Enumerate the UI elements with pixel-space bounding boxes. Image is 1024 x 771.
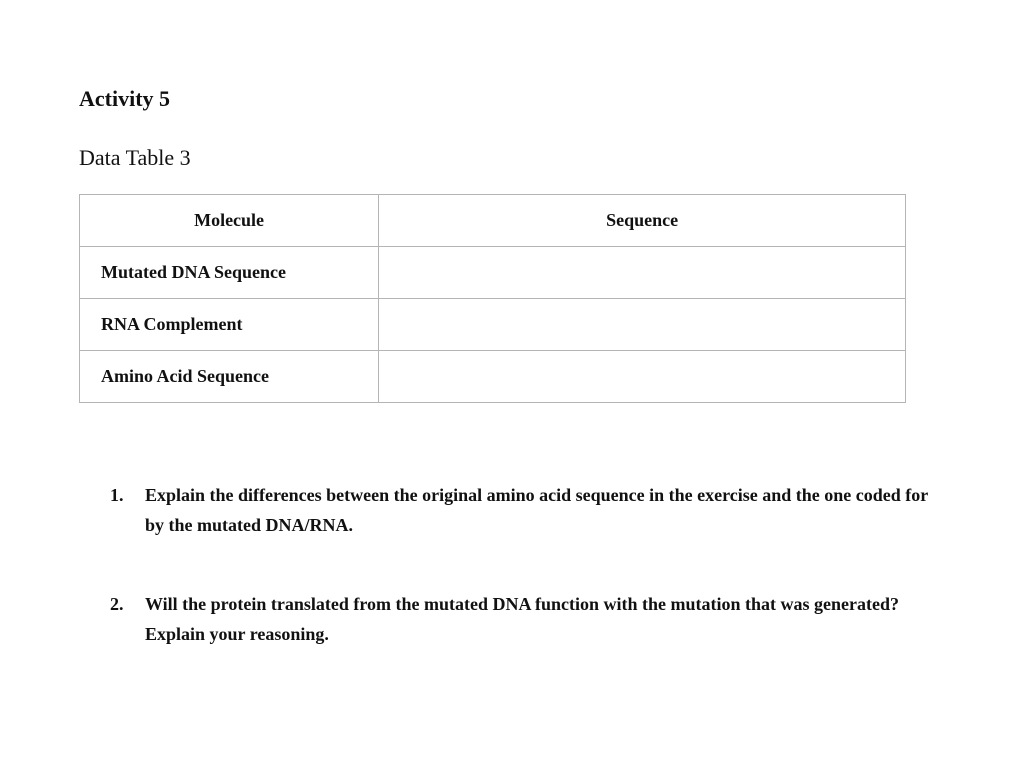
- table-title: Data Table 3: [79, 145, 191, 170]
- question-item: [110, 480, 930, 540]
- data-table: [79, 194, 906, 403]
- molecule-cell: Amino Acid Sequence: [80, 351, 379, 403]
- table-header-row: [80, 195, 906, 247]
- table-row: [80, 299, 906, 351]
- sequence-cell[interactable]: [379, 247, 906, 299]
- question-number: 1.: [110, 485, 124, 505]
- table-row: [80, 351, 906, 403]
- question-item: [110, 589, 930, 649]
- question-text: Explain the differences between the original amino acid sequence in the exercise and the one coded for by the mutated DNA/RNA.: [145, 485, 928, 535]
- header-sequence: Sequence: [379, 195, 906, 247]
- table-row: [80, 247, 906, 299]
- question-number: 2.: [110, 594, 124, 614]
- header-molecule: Molecule: [80, 195, 379, 247]
- activity-title: Activity 5: [79, 86, 171, 111]
- question-list: [110, 480, 930, 649]
- sequence-cell[interactable]: [379, 351, 906, 403]
- sequence-cell[interactable]: [379, 299, 906, 351]
- molecule-cell: Mutated DNA Sequence: [80, 247, 379, 299]
- molecule-cell: RNA Complement: [80, 299, 379, 351]
- question-text: Will the protein translated from the mutated DNA function with the mutation that was generated? Explain your reasoning.: [145, 594, 899, 644]
